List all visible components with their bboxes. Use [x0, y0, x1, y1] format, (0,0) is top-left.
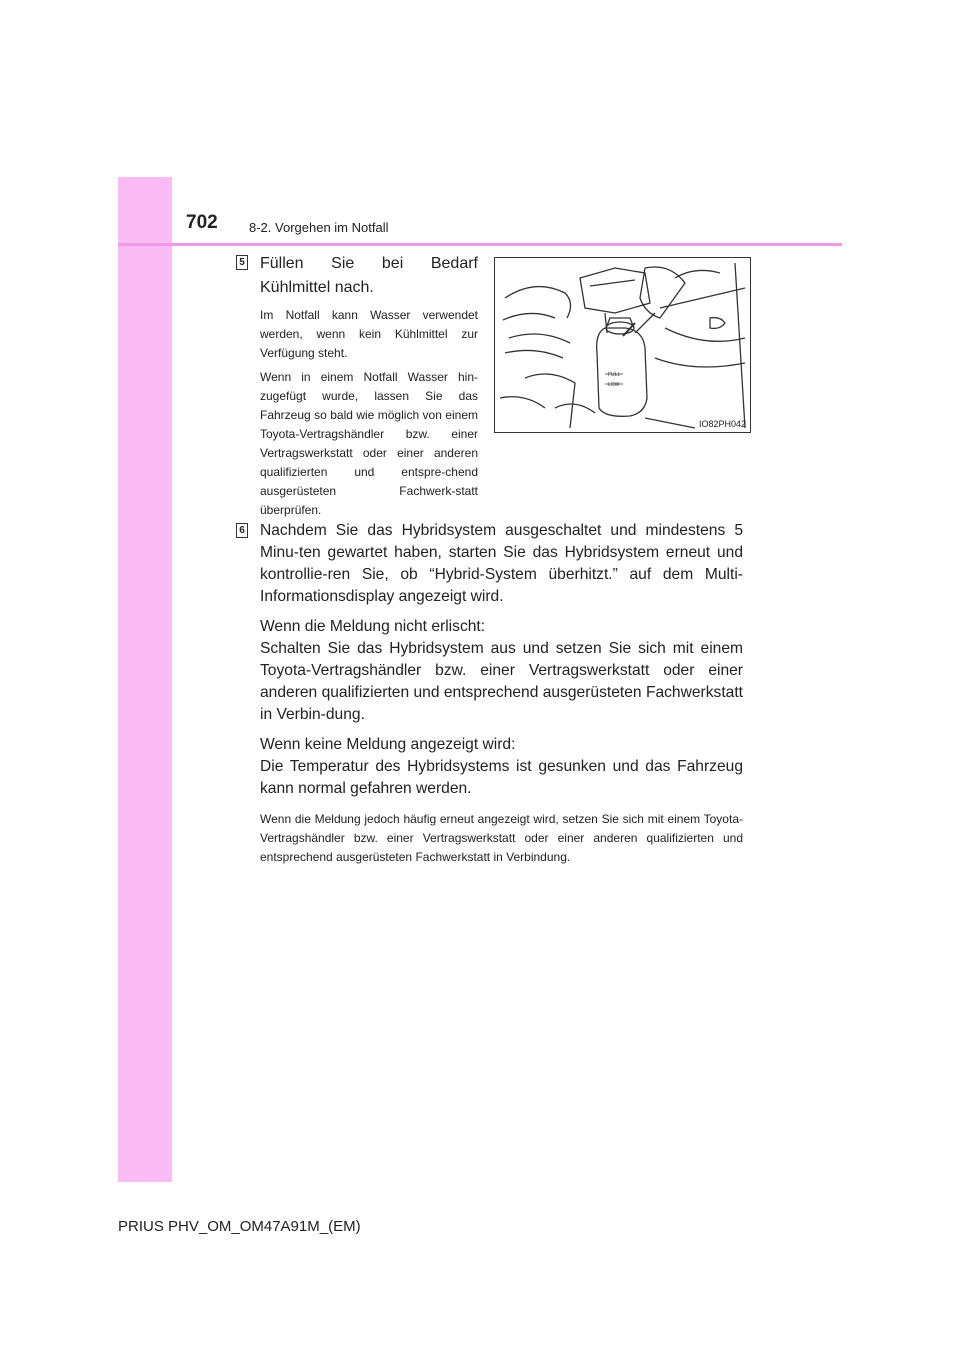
engine-bay-drawing	[495, 258, 750, 432]
document-footer: PRIUS PHV_OM_OM47A91M_(EM)	[118, 1218, 361, 1235]
case-no-message-text: Die Temperatur des Hybridsystems ist gesunken und das Fahrzeug kann normal gefahren werden.	[260, 758, 743, 797]
step-6-instruction: Nachdem Sie das Hybridsystem ausgeschaltet und mindestens 5 Minu-ten gewartet haben, starten Sie das Hybridsystem erneut und kontrollie-ren Sie, ob “Hybrid-System überhitzt.” auf dem Multi-Informationsdisplay angezeigt wird.	[260, 522, 743, 605]
step-number-6: 6	[236, 523, 248, 538]
case-no-message-heading: Wenn keine Meldung angezeigt wird:	[260, 736, 516, 753]
step-5-note-water: Im Notfall kann Wasser verwendet werden, wenn kein Kühlmittel zur Verfügung steht.	[260, 308, 478, 360]
coolant-refill-illustration	[494, 257, 751, 433]
tank-low-mark: LOW	[608, 382, 620, 388]
step-number-5: 5	[236, 255, 248, 270]
header-rule	[118, 243, 842, 246]
case-message-persists-text: Schalten Sie das Hybridsystem aus und setzen Sie sich mit einem Toyota-Vertragshändler bzw. einer Vertragswerkstatt oder einer anderen qualifizierten und entsprechend ausgerüsteten Fachwerkstatt in Verbin-dung.	[260, 640, 743, 723]
tank-full-mark: FULL	[608, 372, 621, 378]
frequent-message-note: Wenn die Meldung jedoch häufig erneut angezeigt wird, setzen Sie sich mit einem Toyota-Vertragshändler bzw. einer Vertragswerkstatt oder einer anderen qualifizierten und entsprechend ausgerüsteten Fachwerkstatt in Verbindung.	[260, 812, 743, 864]
case-message-persists-heading: Wenn die Meldung nicht erlischt:	[260, 618, 486, 635]
step-5-title: Füllen Sie bei Bedarf Kühlmittel nach.	[260, 255, 478, 296]
step-6-content	[260, 520, 743, 867]
breadcrumb: 8-2. Vorgehen im Notfall	[249, 220, 389, 235]
step-5-note-check: Wenn in einem Notfall Wasser hin-zugefügt wurde, lassen Sie das Fahrzeug so bald wie möglich von einem Toyota-Vertragshändler bzw. einer Vertragswerkstatt oder einer anderen qualifizierten und entspre-chend ausgerüsteten Fachwerk-statt überprüfen.	[260, 370, 478, 517]
side-tab-bar	[118, 177, 172, 1182]
step-5-content	[260, 252, 478, 520]
page-number: 702	[186, 212, 218, 233]
figure-code: IO82PH042	[698, 419, 746, 429]
